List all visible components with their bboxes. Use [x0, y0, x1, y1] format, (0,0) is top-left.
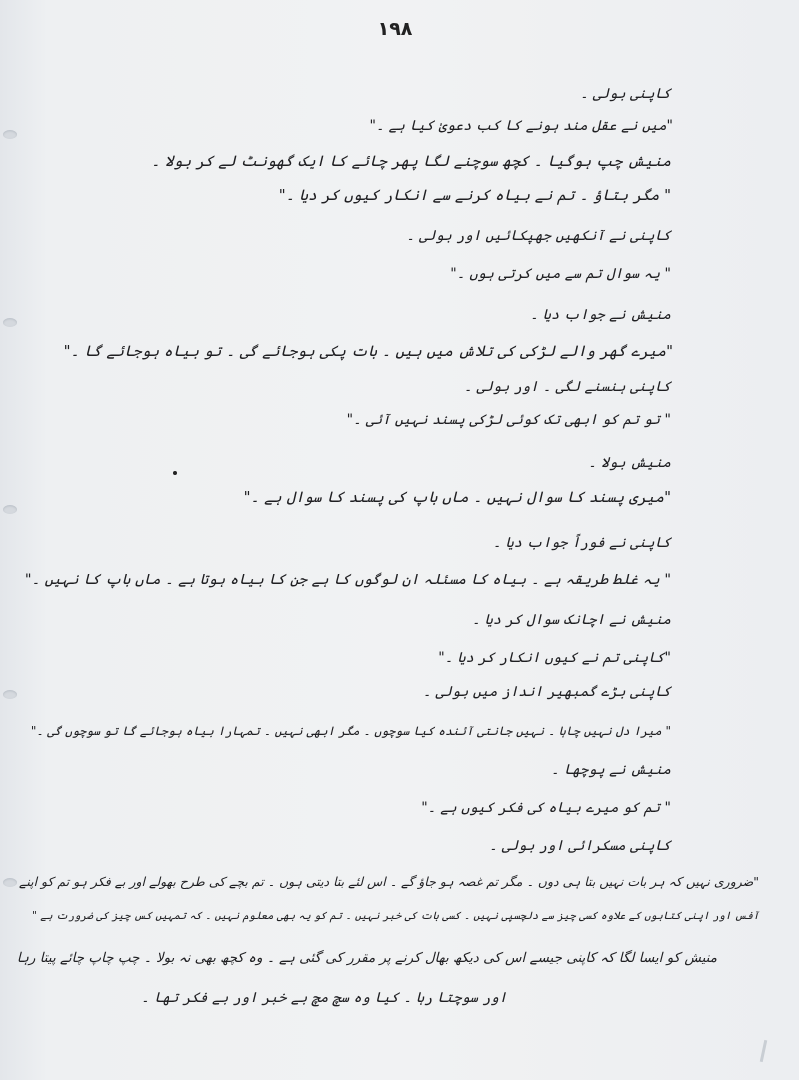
- ink-dot: [173, 471, 177, 475]
- text-line: "میں نے عقل مند ہونے کا کب دعویٰ کیا ہے ۔": [369, 118, 673, 134]
- text-line: اور سوچتا رہا ۔ کیا وہ سچ مچ بے خبر اور بے فکر تھا ۔: [141, 990, 507, 1006]
- text-line: منیش بولا ۔: [588, 455, 671, 471]
- text-line: آفس اور اپنی کتابوں کے علاوہ کسی چیز سے دلچسپی نہیں ۔ کسی بات کی خبر نہیں ۔ تم کو یہ بھی معلوم نہیں ۔ کہ تمہیں کس چیز کی ضرورت ہے ": [32, 910, 759, 922]
- text-line: "میرے گھر والے لڑکی کی تلاش میں ہیں ۔ بات پکی ہوجائے گی ۔ تو بیاہ ہوجائے گا ۔": [63, 342, 673, 360]
- text-line: " تو تم کو ابھی تک کوئی لڑکی پسند نہیں آئی ۔": [346, 412, 671, 428]
- text-line: کاپنی ہنسنے لگی ۔ اور بولی ۔: [463, 379, 671, 395]
- text-line: "میری پسند کا سوال نہیں ۔ ماں باپ کی پسند کا سوال ہے ۔": [243, 488, 671, 506]
- text-line: "ضروری نہیں کہ ہر بات نہیں بتا ہی دوں ۔ مگر تم غصہ ہو جاؤ گے ۔ اس لئے بتا دیتی ہوں ۔ تم بچے کی طرح بھولے اور بے فکر ہو تم کو اپنے: [19, 874, 759, 889]
- text-line: منیش چپ ہوگیا ۔ کچھ سوچنے لگا پھر چائے کا ایک گھونٹ لے کر بولا ۔: [151, 152, 671, 170]
- text-line: " تم کو میرے بیاہ کی فکر کیوں ہے ۔": [421, 800, 671, 816]
- text-line: کاپنی نے آنکھیں جھپکائیں اور بولی ۔: [406, 228, 671, 244]
- page-number: ۱۹۸: [377, 18, 413, 40]
- text-line: کاپنی نے فوراً جواب دیا ۔: [492, 535, 671, 551]
- text-line: منیش نے اچانک سوال کر دیا ۔: [472, 612, 671, 628]
- text-line: " مگر بتاؤ ۔ تم نے بیاہ کرنے سے انکار کیوں کر دیا ۔": [278, 186, 671, 204]
- text-line: کاپنی بولی ۔: [580, 86, 671, 102]
- text-line: کاپنی مسکرائی اور بولی ۔: [489, 838, 671, 854]
- text-line: " میرا دل نہیں چاہا ۔ نہیں جانتی آئندہ کیا سوچوں ۔ مگر ابھی نہیں ۔ تمہارا بیاہ ہوجائے گا تو سوچوں گی ۔": [30, 724, 671, 738]
- text-line: منیش کو ایسا لگا کہ کاپنی جیسے اس کی دیکھ بھال کرنے پر مقرر کی گئی ہے ۔ وہ کچھ بھی نہ بولا ۔ چپ چاپ چائے پیتا رہا: [16, 950, 717, 966]
- text-line: "کاپنی تم نے کیوں انکار کر دیا ۔": [438, 650, 671, 666]
- text-line: منیش نے پوچھا ۔: [551, 762, 671, 778]
- text-line: " یہ غلط طریقہ ہے ۔ بیاہ کا مسئلہ ان لوگوں کا ہے جن کا بیاہ ہوتا ہے ۔ ماں باپ کا نہیں ۔": [24, 572, 671, 588]
- text-line: کاپنی بڑے گمبھیر انداز میں بولی ۔: [422, 684, 671, 700]
- text-line: منیش نے جواب دیا ۔: [530, 307, 671, 323]
- page-corner-mark: [760, 1040, 768, 1062]
- text-line: " یہ سوال تم سے میں کرتی ہوں ۔": [450, 266, 671, 282]
